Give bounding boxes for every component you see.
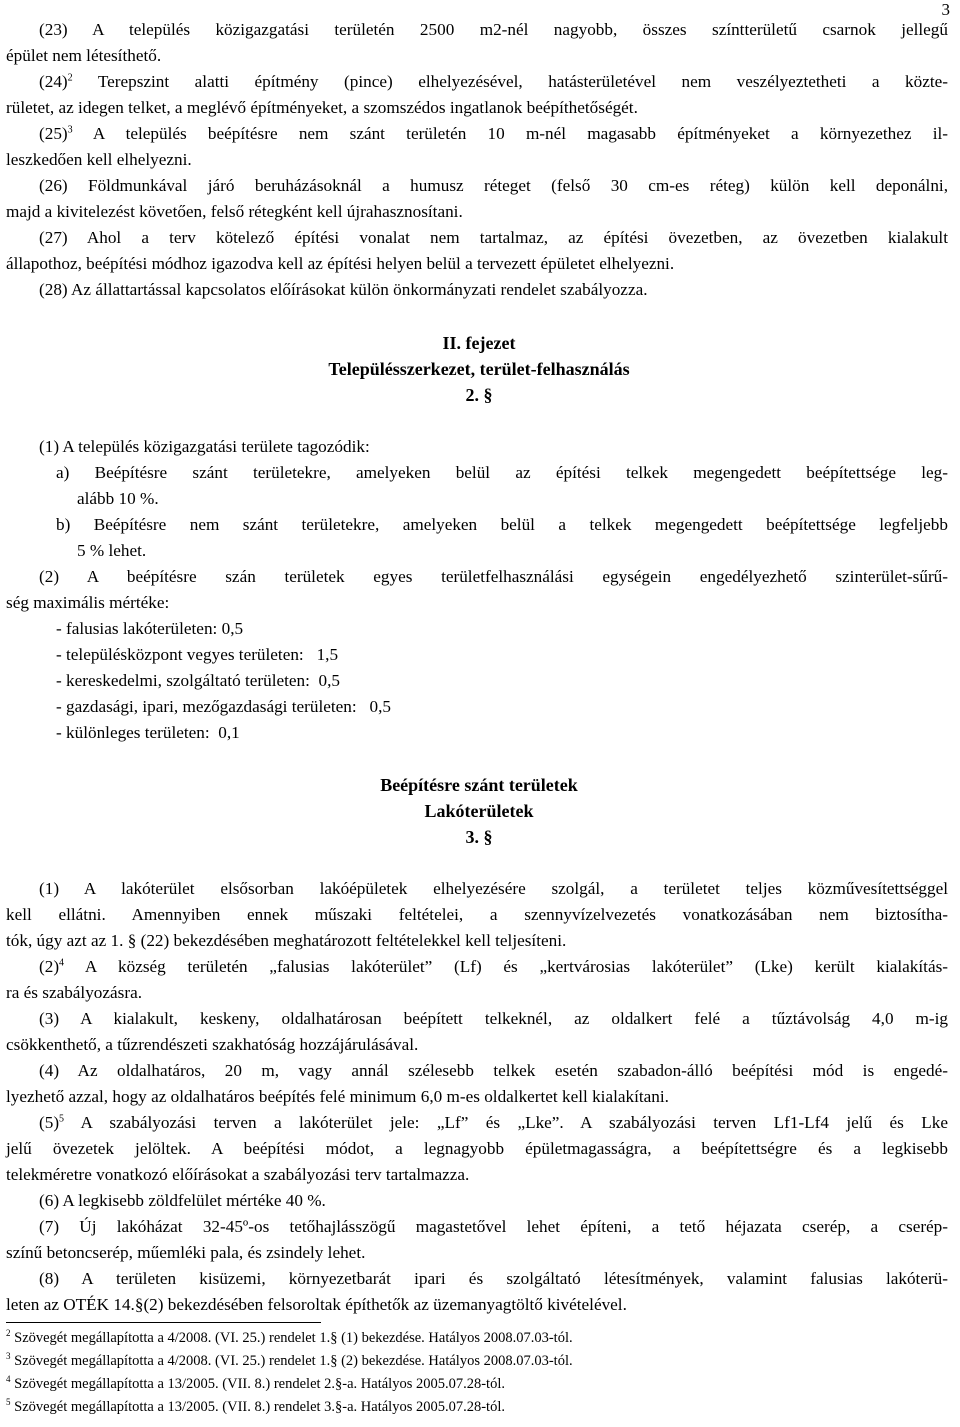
paragraph-26-line-2: majd a kivitelezést követően, felső rétegként kell újrahasznosítani. xyxy=(6,202,463,221)
section-2-para-2-line-1: (2) A beépítésre szán területek egyes területfelhasználási egységein engedélyezhető szinterület-sűrű- xyxy=(39,567,948,586)
section-3-para-1-line-3: tók, úgy azt az 1. § (22) bekezdésében meghatározott feltételekkel kell teljesíteni. xyxy=(6,931,567,950)
paragraph-24-line-1 xyxy=(39,69,948,95)
density-list-item: - gazdasági, ipari, mezőgazdasági területen: 0,5 xyxy=(56,697,392,716)
paragraph-25-line-1 xyxy=(39,121,948,147)
footnote-number: 5 xyxy=(6,1397,11,1408)
section-3-para-5-label: (5) xyxy=(39,1113,60,1132)
paragraph-25-label: (25) xyxy=(39,124,68,143)
section-3-para-2-line-1 xyxy=(39,954,948,980)
section-3-para-2-line-2: ra és szabályozásra. xyxy=(6,983,142,1002)
section-2-para-2-line-2: ség maximális mértéke: xyxy=(6,593,170,612)
paragraph-25-line-2: leszkedően kell elhelyezni. xyxy=(6,150,192,169)
section-3-para-5-text: A szabályozási terven a lakóterület jele: „Lf” és „Lke”. A szabályozási terven Lf1-Lf4 jelű és Lke xyxy=(64,1113,948,1132)
density-list-item: - különleges területen: 0,1 xyxy=(56,723,240,742)
section-3-para-8-line-2: leten az OTÉK 14.§(2) bekezdésében felsoroltak építhetők az üzemanyagtöltő kivételével. xyxy=(6,1295,627,1314)
section-3-para-5-line-1 xyxy=(39,1110,948,1136)
section-3-para-7-line-1: (7) Új lakóházat 32-45º-os tetőhajlásszögű magastetővel lehet építeni, a tető héjazata cserép, a cserép- xyxy=(39,1217,948,1236)
footnote-number: 2 xyxy=(6,1328,11,1339)
section-3-para-3-line-1: (3) A kialakult, keskeny, oldalhatárosan beépített telkeknél, az oldalkert felé a tűztávolság 4,0 m-ig xyxy=(39,1009,948,1028)
section-3-para-1-line-2: kell ellátni. Amennyiben ennek műszaki feltételei, a szennyvízelvezetés vonatkozásában nem biztosítha- xyxy=(6,905,948,924)
section-3-para-4-line-1: (4) Az oldalhatáros, 20 m, vagy annál szélesebb telkek esetén szabadon-álló beépítési mód is engedé- xyxy=(39,1061,948,1080)
paragraph-25-text: A település beépítésre nem szánt területén 10 m-nél magasabb építményeket a környezethez il- xyxy=(72,124,948,143)
footnote-number: 4 xyxy=(6,1374,11,1385)
section-3-para-5-line-2: jelű övezetek jelöltek. A beépítési módot, a legnagyobb épületmagasságra, a beépítettségre és a legkisebb xyxy=(6,1139,948,1158)
footnote-text: Szövegét megállapította a 13/2005. (VII. 8.) rendelet 3.§-a. Hatályos 2005.07.28-tól. xyxy=(10,1399,505,1415)
section-3-para-5-line-3: telekméretre vonatkozó előírásokat a szabályozási terv tartalmazza. xyxy=(6,1165,470,1184)
paragraph-24-text: Terepszint alatti építmény (pince) elhelyezésével, hatásterületével nem veszélyeztetheti a közte- xyxy=(72,72,948,91)
section-3-para-3-line-2: csökkenthető, a tűzrendészeti szakhatóság hozzájárulásával. xyxy=(6,1035,419,1054)
footnote-separator xyxy=(6,1322,321,1323)
footnote-4 xyxy=(6,1375,505,1393)
paragraph-24-line-2: rületet, az idegen telket, a meglévő építményeket, a szomszédos ingatlanok beépíthetőségét. xyxy=(6,98,638,117)
footnote-2 xyxy=(6,1329,573,1347)
footnote-number: 3 xyxy=(6,1351,11,1362)
chapter-title: Településszerkezet, terület-felhasználás xyxy=(328,359,630,379)
paragraph-27-line-2: állapothoz, beépítési módhoz igazodva kell az építési helyen belül a tervezett épületet elhelyezni. xyxy=(6,254,675,273)
section-3-para-6: (6) A legkisebb zöldfelület mértéke 40 %. xyxy=(39,1191,326,1210)
footnote-ref-2: 2 xyxy=(67,72,73,84)
footnote-text: Szövegét megállapította a 4/2008. (VI. 25.) rendelet 1.§ (1) bekezdése. Hatályos 2008.07.03-tól. xyxy=(10,1330,573,1346)
paragraph-26-line-1: (26) Földmunkával járó beruházásoknál a humusz réteget (felső 30 cm-es réteg) külön kell deponálni, xyxy=(39,176,948,195)
section-2-item-b-line-2: 5 % lehet. xyxy=(77,541,147,560)
paragraph-28: (28) Az állattartással kapcsolatos előírásokat külön önkormányzati rendelet szabályozza. xyxy=(39,280,648,299)
section-2-item-a-line-1: a) Beépítésre szánt területekre, amelyeken belül az építési telkek megengedett beépítettsége leg- xyxy=(56,463,948,482)
footnote-text: Szövegét megállapította a 13/2005. (VII. 8.) rendelet 2.§-a. Hatályos 2005.07.28-tól. xyxy=(10,1376,505,1392)
paragraph-24-label: (24) xyxy=(39,72,68,91)
density-list-item: - falusias lakóterületen: 0,5 xyxy=(56,619,244,638)
section-2-para-1: (1) A település közigazgatási területe tagozódik: xyxy=(39,437,370,456)
paragraph-23-line-1: (23) A település közigazgatási területén 2500 m2-nél nagyobb, összes színtterületű csarnok jellegű xyxy=(39,20,948,39)
paragraph-23-line-2: épület nem létesíthető. xyxy=(6,46,162,65)
section-2-heading: 2. § xyxy=(465,385,493,405)
density-list-item: - kereskedelmi, szolgáltató területen: 0,5 xyxy=(56,671,340,690)
chapter-heading: II. fejezet xyxy=(442,333,516,353)
section-2-item-b-line-1: b) Beépítésre nem szánt területekre, amelyeken belül a telkek megengedett beépítettsége legfeljebb xyxy=(56,515,948,534)
section-3-para-8-line-1: (8) A területen kisüzemi, környezetbarát ipari és szolgáltató létesítmények, valamint falusias lakóterü- xyxy=(39,1269,948,1288)
subchapter-title: Lakóterületek xyxy=(424,801,534,821)
section-3-heading: 3. § xyxy=(465,827,493,847)
footnote-text: Szövegét megállapította a 4/2008. (VI. 25.) rendelet 1.§ (2) bekezdése. Hatályos 2008.07.03-tól. xyxy=(10,1353,573,1369)
paragraph-27-line-1: (27) Ahol a terv kötelező építési vonalat nem tartalmaz, az építési övezetben, az övezetben kialakult xyxy=(39,228,948,247)
section-2-item-a-line-2: alább 10 %. xyxy=(77,489,159,508)
footnote-5 xyxy=(6,1398,505,1416)
section-3-para-7-line-2: színű betoncserép, műemléki pala, és zsindely lehet. xyxy=(6,1243,366,1262)
footnote-3 xyxy=(6,1352,573,1370)
section-3-para-1-line-1: (1) A lakóterület elsősorban lakóépületek elhelyezésére szolgál, a területet teljes közművesítettséggel xyxy=(39,879,948,898)
section-3-para-2-text: A község területén „falusias lakóterület” (Lf) és „kertvárosias lakóterület” (Lke) került kialakítás- xyxy=(64,957,948,976)
footnote-ref-5: 5 xyxy=(59,1113,65,1125)
density-list-item: - településközpont vegyes területen: 1,5 xyxy=(56,645,339,664)
footnote-ref-3: 3 xyxy=(67,124,73,136)
page-number: 3 xyxy=(941,0,950,19)
section-3-para-4-line-2: lyezhető azzal, hogy az oldalhatáros beépítés felé minimum 6,0 m-es oldalkertet kell kialakítani. xyxy=(6,1087,669,1106)
footnote-ref-4: 4 xyxy=(59,957,65,969)
subchapter-heading: Beépítésre szánt területek xyxy=(380,775,578,795)
section-3-para-2-label: (2) xyxy=(39,957,60,976)
